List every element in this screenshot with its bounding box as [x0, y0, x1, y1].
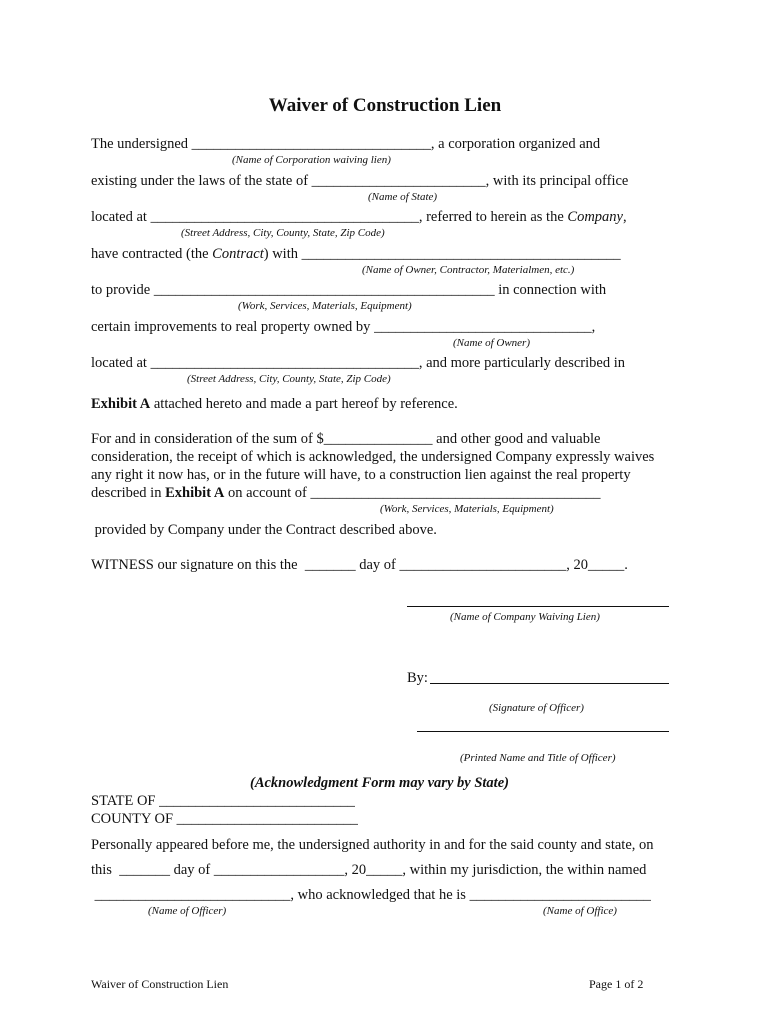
owner-line: certain improvements to real property owned by ______________________________, — [91, 319, 596, 335]
corporation-name-blank[interactable]: _________________________________ — [191, 136, 431, 152]
officer-name-caption: (Name of Officer) — [148, 905, 227, 917]
jurisdiction-line: this _______ day of __________________, 20_____, within my jurisdiction, the within named — [91, 862, 647, 878]
witness-day-blank[interactable]: _______ — [304, 557, 356, 573]
witness-year-blank[interactable]: _____ — [588, 557, 625, 573]
ack-month-blank[interactable]: __________________ — [213, 862, 345, 878]
state-line: existing under the laws of the state of ________________________, with its principal office — [91, 173, 629, 189]
ack-day-blank[interactable]: _______ — [119, 862, 170, 878]
page-title: Waiver of Construction Lien — [268, 95, 502, 116]
contractor-caption: (Name of Owner, Contractor, Materialmen, etc.) — [362, 264, 575, 276]
account-caption: (Work, Services, Materials, Equipment) — [380, 503, 554, 515]
consideration-text-2: consideration, the receipt of which is acknowledged, the undersigned Company expressly waives — [91, 449, 655, 465]
work-blank[interactable]: _______________________________________________ — [153, 282, 495, 298]
county-of-line: COUNTY OF _________________________ — [91, 811, 358, 827]
company-signature-line[interactable] — [407, 606, 669, 607]
contract-line: have contracted (the Contract) with ____________________________________________ — [91, 246, 621, 262]
address-blank[interactable]: _____________________________________ — [150, 209, 419, 225]
corporation-caption: (Name of Corporation waiving lien) — [232, 154, 391, 166]
account-line: described in Exhibit A on account of ________________________________________ — [91, 485, 601, 501]
page-number: Page 1 of 2 — [589, 977, 644, 991]
office-name-blank[interactable]: _________________________ — [469, 887, 651, 903]
contractor-blank[interactable]: ____________________________________________ — [301, 246, 621, 262]
company-caption: (Name of Company Waiving Lien) — [450, 611, 600, 623]
account-blank[interactable]: ________________________________________ — [310, 485, 601, 501]
sum-blank[interactable]: _______________ — [323, 431, 433, 447]
property-address-caption: (Street Address, City, County, State, Zip Code) — [187, 373, 391, 385]
state-of-line: STATE OF ___________________________ — [91, 793, 355, 809]
address-line: located at _____________________________________, referred to herein as the Company, — [91, 209, 627, 225]
consideration-line: For and in consideration of the sum of $_______________ and other good and valuable — [91, 431, 601, 447]
address-caption: (Street Address, City, County, State, Zip Code) — [181, 227, 385, 239]
footer-title: Waiver of Construction Lien — [91, 977, 229, 991]
officer-caption: (Signature of Officer) — [489, 702, 584, 714]
exhibit-line: Exhibit A attached hereto and made a part hereof by reference. — [91, 396, 458, 412]
officer-name-blank[interactable]: ___________________________ — [94, 887, 291, 903]
officer-line: ___________________________, who acknowledged that he is _________________________ — [94, 887, 651, 903]
work-caption: (Work, Services, Materials, Equipment) — [238, 300, 412, 312]
owner-blank[interactable]: ______________________________ — [374, 319, 592, 335]
owner-caption: (Name of Owner) — [453, 337, 530, 349]
state-blank[interactable]: ________________________ — [311, 173, 486, 189]
witness-month-blank[interactable]: _______________________ — [399, 557, 567, 573]
corporation-line: The undersigned _________________________________, a corporation organized and — [91, 136, 601, 152]
provide-line: to provide _______________________________________________ in connection with — [91, 282, 607, 298]
state-caption: (Name of State) — [368, 191, 438, 203]
printed-name-line[interactable] — [417, 731, 669, 732]
ack-year-blank[interactable]: _____ — [366, 862, 403, 878]
located-line: located at _____________________________________, and more particularly described in — [91, 355, 625, 371]
witness-line: WITNESS our signature on this the _______ day of _______________________, 20_____. — [91, 557, 628, 573]
personally-appeared-line: Personally appeared before me, the undersigned authority in and for the said county and state, on — [91, 837, 654, 853]
consideration-text-3: any right it now has, or in the future will have, to a construction lien against the real property — [91, 467, 631, 483]
office-name-caption: (Name of Office) — [543, 905, 617, 917]
officer-signature-line[interactable] — [430, 683, 669, 684]
state-of-blank[interactable]: ___________________________ — [159, 793, 355, 809]
by-label: By: — [407, 670, 432, 686]
property-address-blank[interactable]: _____________________________________ — [150, 355, 419, 371]
printed-caption: (Printed Name and Title of Officer) — [460, 752, 616, 764]
acknowledgment-heading: (Acknowledgment Form may vary by State) — [250, 775, 509, 791]
county-of-blank[interactable]: _________________________ — [176, 811, 358, 827]
provided-line: provided by Company under the Contract described above. — [91, 522, 437, 538]
